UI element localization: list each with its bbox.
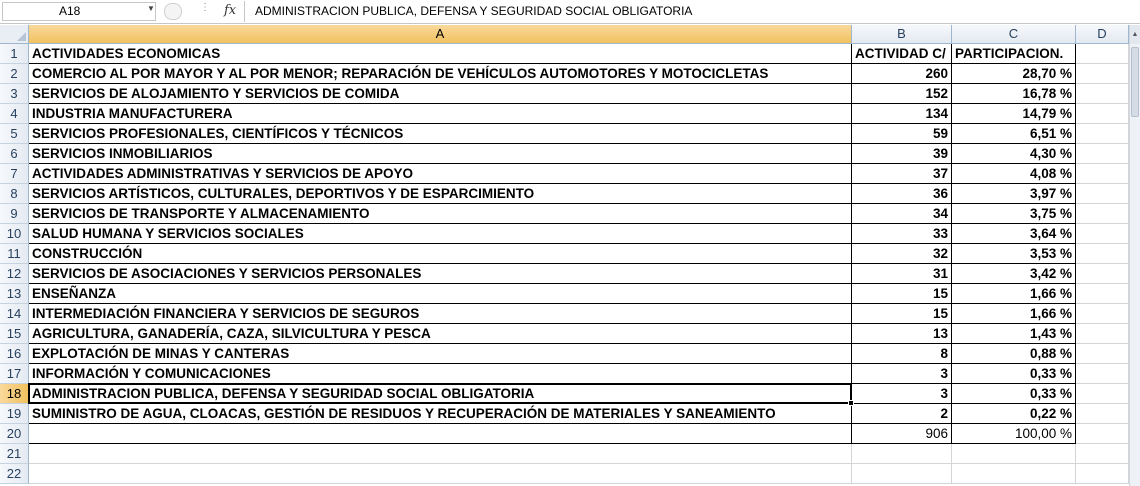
empty-cell[interactable] xyxy=(1076,164,1129,184)
activity-name-cell[interactable]: INTERMEDIACIÓN FINANCIERA Y SERVICIOS DE SEGUROS xyxy=(29,304,852,324)
participation-cell[interactable]: 3,75 % xyxy=(952,204,1076,224)
activity-name-cell[interactable]: SERVICIOS DE ALOJAMIENTO Y SERVICIOS DE COMIDA xyxy=(29,84,852,104)
activity-count-cell[interactable]: 260 xyxy=(852,64,952,84)
participation-cell[interactable]: 1,66 % xyxy=(952,284,1076,304)
empty-cell[interactable] xyxy=(1076,424,1129,444)
participation-cell[interactable]: 14,79 % xyxy=(952,104,1076,124)
activity-count-cell[interactable]: 31 xyxy=(852,264,952,284)
participation-cell[interactable]: 1,66 % xyxy=(952,304,1076,324)
row-header-14[interactable]: 14 xyxy=(0,304,29,324)
select-all-icon xyxy=(17,32,26,41)
empty-cell[interactable] xyxy=(1076,84,1129,104)
column-header-b[interactable]: B xyxy=(852,25,952,44)
name-box[interactable]: A18 xyxy=(2,2,156,21)
row-header-16[interactable]: 16 xyxy=(0,344,29,364)
empty-cell[interactable] xyxy=(1076,184,1129,204)
participation-cell[interactable]: 3,64 % xyxy=(952,224,1076,244)
formula-bar xyxy=(0,0,1140,24)
row-header-11[interactable]: 11 xyxy=(0,244,29,264)
participation-cell[interactable]: 0,33 % xyxy=(952,384,1076,404)
column-header-c[interactable]: C xyxy=(952,25,1076,44)
row-header-8[interactable]: 8 xyxy=(0,184,29,204)
empty-cell[interactable] xyxy=(1076,464,1129,484)
totals-label-cell[interactable] xyxy=(29,424,852,444)
activity-name-cell[interactable]: ADMINISTRACION PUBLICA, DEFENSA Y SEGURIDAD SOCIAL OBLIGATORIA xyxy=(29,384,852,404)
participation-cell[interactable]: 1,43 % xyxy=(952,324,1076,344)
activity-name-cell[interactable]: SERVICIOS INMOBILIARIOS xyxy=(29,144,852,164)
column-header-d[interactable]: D xyxy=(1076,25,1129,44)
vertical-scrollbar[interactable] xyxy=(1129,25,1140,486)
activity-name-cell[interactable]: SERVICIOS DE ASOCIACIONES Y SERVICIOS PERSONALES xyxy=(29,264,852,284)
activity-name-cell[interactable]: SERVICIOS DE TRANSPORTE Y ALMACENAMIENTO xyxy=(29,204,852,224)
row-header-6[interactable]: 6 xyxy=(0,144,29,164)
activity-count-cell[interactable]: 15 xyxy=(852,284,952,304)
row-header-5[interactable]: 5 xyxy=(0,124,29,144)
activity-count-cell[interactable]: 32 xyxy=(852,244,952,264)
participation-cell[interactable]: 3,97 % xyxy=(952,184,1076,204)
empty-cell[interactable] xyxy=(29,444,852,464)
empty-cell[interactable] xyxy=(1076,224,1129,244)
empty-cell[interactable] xyxy=(1076,244,1129,264)
row-header-19[interactable]: 19 xyxy=(0,404,29,424)
formula-input[interactable]: ADMINISTRACION PUBLICA, DEFENSA Y SEGURIDAD SOCIAL OBLIGATORIA xyxy=(244,1,1140,22)
header-cell-activity-count[interactable]: ACTIVIDAD C/ xyxy=(852,44,952,64)
activity-count-cell[interactable]: 3 xyxy=(852,364,952,384)
scroll-up-icon[interactable]: ▲ xyxy=(1130,25,1140,44)
cell-d1[interactable] xyxy=(1076,44,1129,64)
activity-name-cell[interactable]: SALUD HUMANA Y SERVICIOS SOCIALES xyxy=(29,224,852,244)
empty-cell[interactable] xyxy=(1076,144,1129,164)
participation-cell[interactable]: 3,42 % xyxy=(952,264,1076,284)
participation-cell[interactable]: 0,22 % xyxy=(952,404,1076,424)
empty-cell[interactable] xyxy=(1076,284,1129,304)
participation-cell[interactable]: 3,53 % xyxy=(952,244,1076,264)
row-header-17[interactable]: 17 xyxy=(0,364,29,384)
empty-cell[interactable] xyxy=(852,444,952,464)
row-header-18[interactable]: 18 xyxy=(0,384,29,404)
row-header-1[interactable]: 1 xyxy=(0,44,29,64)
row-header-13[interactable]: 13 xyxy=(0,284,29,304)
activity-name-cell[interactable]: SUMINISTRO DE AGUA, CLOACAS, GESTIÓN DE RESIDUOS Y RECUPERACIÓN DE MATERIALES Y SANEAMIENTO xyxy=(29,404,852,424)
fill-handle[interactable] xyxy=(848,400,854,406)
activity-name-cell[interactable]: ACTIVIDADES ADMINISTRATIVAS Y SERVICIOS DE APOYO xyxy=(29,164,852,184)
participation-cell[interactable]: 6,51 % xyxy=(952,124,1076,144)
participation-cell[interactable]: 0,33 % xyxy=(952,364,1076,384)
activity-count-cell[interactable]: 152 xyxy=(852,84,952,104)
activity-count-cell[interactable]: 34 xyxy=(852,204,952,224)
activity-name-cell[interactable]: COMERCIO AL POR MAYOR Y AL POR MENOR; REPARACIÓN DE VEHÍCULOS AUTOMOTORES Y MOTOCICLETAS xyxy=(29,64,852,84)
activity-count-cell[interactable]: 39 xyxy=(852,144,952,164)
activity-count-cell[interactable]: 2 xyxy=(852,404,952,424)
empty-cell[interactable] xyxy=(1076,384,1129,404)
activity-name-cell[interactable]: INDUSTRIA MANUFACTURERA xyxy=(29,104,852,124)
header-cell-activities[interactable]: ACTIVIDADES ECONOMICAS xyxy=(29,44,852,64)
empty-cell[interactable] xyxy=(29,464,852,484)
empty-cell[interactable] xyxy=(1076,124,1129,144)
participation-cell[interactable]: 28,70 % xyxy=(952,64,1076,84)
empty-cell[interactable] xyxy=(1076,204,1129,224)
row-header-21[interactable]: 21 xyxy=(0,444,29,464)
activity-name-cell[interactable]: SERVICIOS PROFESIONALES, CIENTÍFICOS Y TÉCNICOS xyxy=(29,124,852,144)
participation-cell[interactable]: 4,08 % xyxy=(952,164,1076,184)
chevron-down-icon[interactable]: ▼ xyxy=(147,4,155,13)
row-header-15[interactable]: 15 xyxy=(0,324,29,344)
empty-cell[interactable] xyxy=(1076,324,1129,344)
activity-count-cell[interactable]: 8 xyxy=(852,344,952,364)
row-header-4[interactable]: 4 xyxy=(0,104,29,124)
activity-name-cell[interactable]: CONSTRUCCIÓN xyxy=(29,244,852,264)
participation-cell[interactable]: 16,78 % xyxy=(952,84,1076,104)
activity-count-cell[interactable]: 3 xyxy=(852,384,952,404)
column-header-a[interactable]: A xyxy=(29,25,852,44)
formula-bar-resize-handle[interactable] xyxy=(164,3,182,20)
row-header-20[interactable]: 20 xyxy=(0,424,29,444)
participation-cell[interactable]: 0,88 % xyxy=(952,344,1076,364)
empty-cell[interactable] xyxy=(852,464,952,484)
row-header-22[interactable]: 22 xyxy=(0,464,29,484)
row-header-7[interactable]: 7 xyxy=(0,164,29,184)
scroll-thumb[interactable] xyxy=(1131,47,1139,117)
total-count-cell[interactable]: 906 xyxy=(852,424,952,444)
row-header-9[interactable]: 9 xyxy=(0,204,29,224)
activity-count-cell[interactable]: 134 xyxy=(852,104,952,124)
empty-cell[interactable] xyxy=(1076,304,1129,324)
insert-function-icon[interactable]: fx xyxy=(224,3,237,18)
header-cell-participation[interactable]: PARTICIPACION. xyxy=(952,44,1076,64)
empty-cell[interactable] xyxy=(1076,364,1129,384)
activity-count-cell[interactable]: 15 xyxy=(852,304,952,324)
row-header-3[interactable]: 3 xyxy=(0,84,29,104)
activity-name-cell[interactable]: AGRICULTURA, GANADERÍA, CAZA, SILVICULTURA Y PESCA xyxy=(29,324,852,344)
activity-name-cell[interactable]: INFORMACIÓN Y COMUNICACIONES xyxy=(29,364,852,384)
separator-dots-icon: ⋮ xyxy=(200,2,210,13)
activity-count-cell[interactable]: 36 xyxy=(852,184,952,204)
empty-cell[interactable] xyxy=(952,444,1076,464)
row-header-12[interactable]: 12 xyxy=(0,264,29,284)
empty-cell[interactable] xyxy=(1076,404,1129,424)
row-header-2[interactable]: 2 xyxy=(0,64,29,84)
select-all-button[interactable] xyxy=(0,25,29,44)
activity-name-cell[interactable]: EXPLOTACIÓN DE MINAS Y CANTERAS xyxy=(29,344,852,364)
empty-cell[interactable] xyxy=(1076,444,1129,464)
row-header-10[interactable]: 10 xyxy=(0,224,29,244)
empty-cell[interactable] xyxy=(952,464,1076,484)
total-participation-cell[interactable]: 100,00 % xyxy=(952,424,1076,444)
participation-cell[interactable]: 4,30 % xyxy=(952,144,1076,164)
empty-cell[interactable] xyxy=(1076,104,1129,124)
empty-cell[interactable] xyxy=(1076,64,1129,84)
activity-name-cell[interactable]: ENSEÑANZA xyxy=(29,284,852,304)
activity-count-cell[interactable]: 37 xyxy=(852,164,952,184)
empty-cell[interactable] xyxy=(1076,264,1129,284)
empty-cell[interactable] xyxy=(1076,344,1129,364)
activity-count-cell[interactable]: 59 xyxy=(852,124,952,144)
activity-count-cell[interactable]: 33 xyxy=(852,224,952,244)
activity-count-cell[interactable]: 13 xyxy=(852,324,952,344)
activity-name-cell[interactable]: SERVICIOS ARTÍSTICOS, CULTURALES, DEPORTIVOS Y DE ESPARCIMIENTO xyxy=(29,184,852,204)
